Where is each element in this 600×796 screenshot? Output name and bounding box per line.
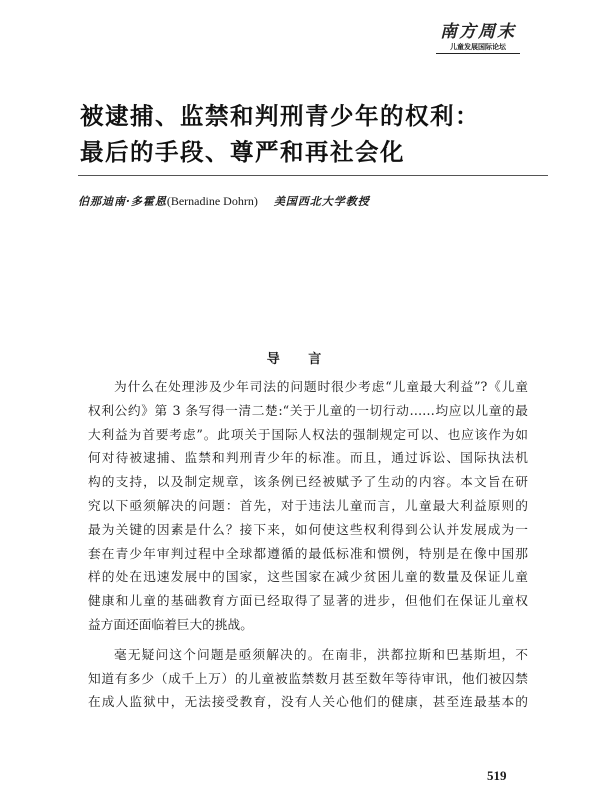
text-line: 健康和儿童的基础教育方面已经取得了显著的进步，但他们在保证儿童权	[88, 593, 528, 609]
text-line: 为什么在处理涉及少年司法的问题时很少考虑“儿童最大利益”?《儿童	[114, 379, 528, 394]
logo	[436, 22, 520, 54]
text-line: 样的处在迅速发展中的国家，这些国家在减少贫困儿童的数量及保证儿童	[88, 569, 528, 585]
logo-subtitle: 儿童发展国际论坛	[436, 42, 520, 54]
section-heading: 导 言	[266, 352, 334, 367]
text-line: 套在青少年审判过程中全球都遵循的最低标准和惯例，特别是在像中国那	[88, 545, 528, 561]
author-affiliation: 美国西北大学教授	[273, 195, 370, 208]
text-line: 究以下亟须解决的问题：首先，对于违法儿童而言，儿童最大利益原则的	[88, 497, 528, 513]
text-line: 在成人监狱中，无法接受教育，没有人关心他们的健康，甚至连最基本的	[88, 694, 528, 710]
byline	[78, 193, 370, 209]
text-line: 知道有多少（成千上万）的儿童被监禁数月甚至数年等待审讯，他们被囚禁	[88, 670, 528, 686]
text-line: 最为关键的因素是什么？接下来，如何使这些权利得到公认并发展成为一	[88, 521, 528, 537]
logo-script: 南方周末	[440, 22, 516, 42]
body-text	[88, 375, 528, 714]
author-name-cn: 伯那迪南·多霍恩	[78, 195, 167, 208]
page-number: 519	[487, 768, 507, 783]
text-line: 何对待被逮捕、监禁和判刑青少年的标准。而且，通过诉讼、国际执法机	[88, 450, 528, 466]
title-line-1: 被逮捕、监禁和判刑青少年的权利：	[80, 102, 480, 130]
title-rule	[78, 175, 548, 176]
text-line: 益方面还面临着巨大的挑战。	[88, 616, 253, 632]
text-line: 大利益为首要考虑”。此项关于国际人权法的强制规定可以、也应该作为如	[88, 426, 528, 442]
paragraph	[88, 375, 528, 637]
author-name-latin: (Bernadine Dohrn)	[166, 194, 258, 208]
text-line: 毫无疑问这个问题是亟须解决的。在南非，洪都拉斯和巴基斯坦，不	[114, 646, 528, 662]
text-line: 构的支持，以及制定规章，该条例已经被赋予了生动的内容。本文旨在研	[88, 474, 528, 490]
paragraph	[88, 643, 528, 714]
text-line: 权利公约》第 3 条写得一清二楚:“关于儿童的一切行动……均应以儿童的最	[88, 402, 528, 418]
article-title	[80, 98, 550, 170]
title-line-2: 最后的手段、尊严和再社会化	[80, 138, 405, 166]
